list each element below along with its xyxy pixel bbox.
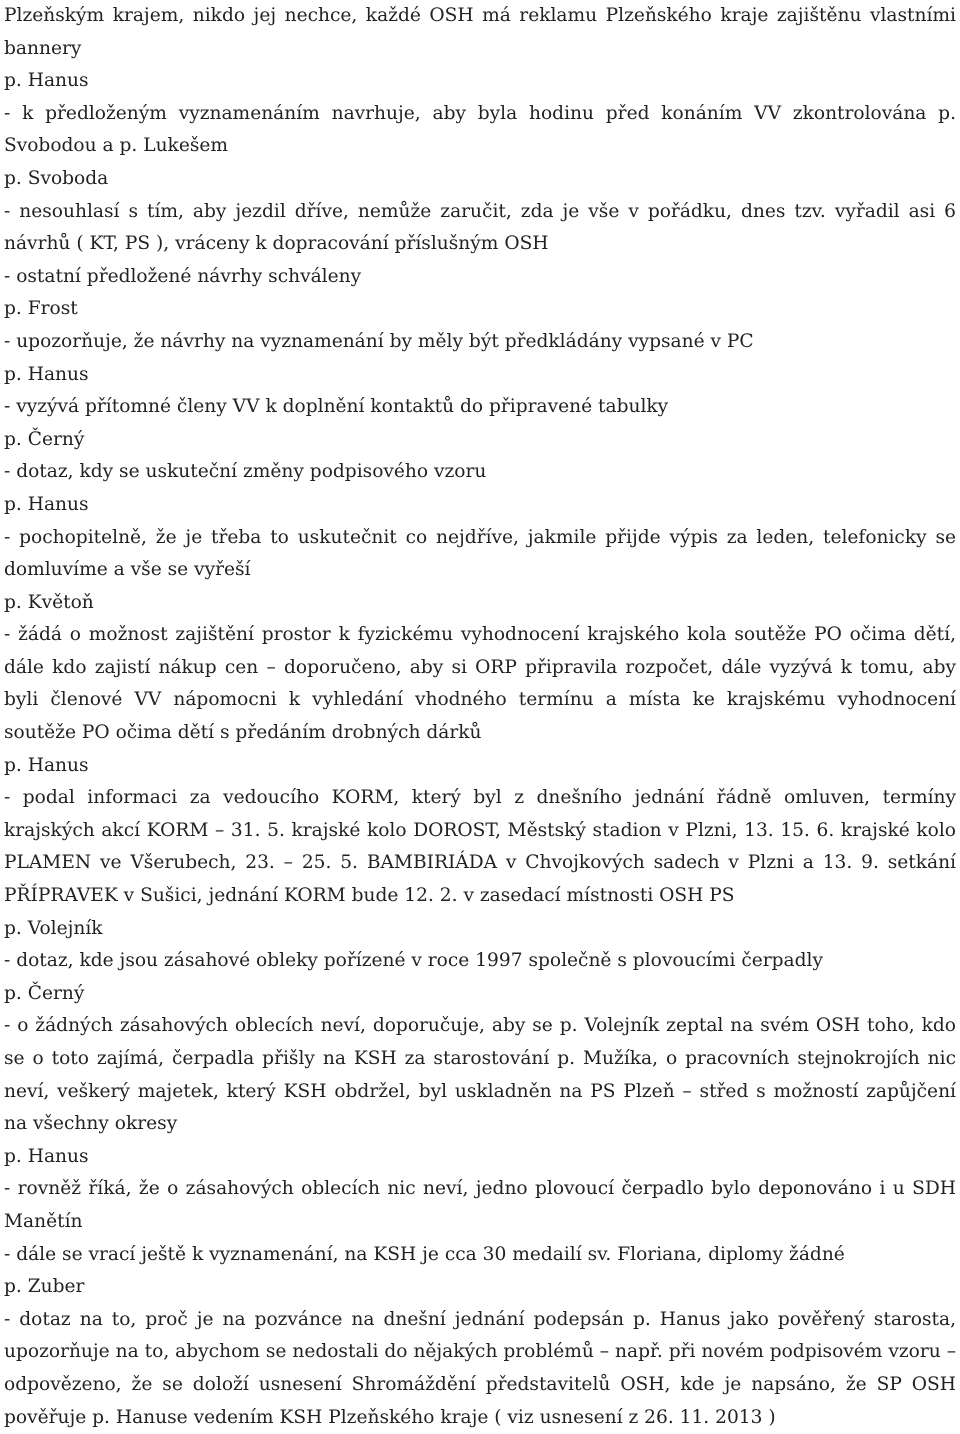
paragraph-cerny-signature: - dotaz, kdy se uskuteční změny podpisového vzoru [4, 461, 487, 483]
speaker-frost: p. Frost [4, 298, 78, 320]
speaker-kveton: p. Květoň [4, 591, 94, 613]
paragraph-svoboda-disagrees: - nesouhlasí s tím, aby jezdil dříve, nemůže zaručit, zda je vše v pořádku, dnes tzv. vyřadil asi 6 návrhů ( KT, PS ), vráceny k dopracování příslušným OSH [4, 200, 956, 255]
speaker-cerny: p. Černý [4, 982, 85, 1004]
speaker-hanus: p. Hanus [4, 493, 89, 515]
paragraph-intro-banners: Plzeňským krajem, nikdo jej nechce, každé OSH má reklamu Plzeňského kraje zajištěnu vlastními bannery [4, 5, 956, 59]
paragraph-hanus-medals: - dále se vrací ještě k vyznamenání, na KSH je cca 30 medailí sv. Floriana, diplomy žádné [4, 1243, 845, 1265]
paragraph-hanus-contacts: - vyzývá přítomné členy VV k doplnění kontaktů do připravené tabulky [4, 396, 669, 418]
speaker-zuber: p. Zuber [4, 1276, 85, 1298]
speaker-hanus: p. Hanus [4, 754, 89, 776]
paragraph-hanus-awards-check: - k předloženým vyznamenáním navrhuje, aby byla hodinu před konáním VV zkontrolována p. Svobodou a p. Lukešem [4, 102, 956, 157]
paragraph-cerny-suits: - o žádných zásahových oblecích neví, doporučuje, aby se p. Volejník zeptal na svém OSH toho, kdo se o toto zajímá, čerpadla přišly na KSH za starostování p. Mužíka, o pracovních stejnokrojích nic neví, veškerý majetek, který KSH obdržel, byl uskladněn na PS Plzeň – střed s možností zapůjčení na všechny okresy [4, 1015, 956, 1135]
paragraph-frost-pc: - upozorňuje, že návrhy na vyznamenání by měly být předkládány vypsané v PC [4, 330, 754, 352]
paragraph-volejnik-suits: - dotaz, kde jsou zásahové obleky pořízené v roce 1997 společně s plovoucími čerpadly [4, 950, 823, 972]
speaker-hanus: p. Hanus [4, 1145, 89, 1167]
paragraph-kveton-competition: - žádá o možnost zajištění prostor k fyzickému vyhodnocení krajského kola soutěže PO očima dětí, dále kdo zajistí nákup cen – doporučeno, aby si ORP připravila rozpočet, dále vyzývá k tomu, aby byli členové VV nápomocni k vyhledání vhodného termínu a místa ke krajskému vyhodnocení soutěže PO očima dětí s předáním drobných dárků [4, 624, 956, 744]
paragraph-zuber-invitation: - dotaz na to, proč je na pozvánce na dnešní jednání podepsán p. Hanus jako pověřený starosta, upozorňuje na to, abychom se nedostali do nějakých problémů – např. při novém podpisovém vzoru – odpovězeno, že se doloží usnesení Shromáždění představitelů OSH, kde je napsáno, že SP OSH pověřuje p. Hanuse vedením KSH Plzeňského kraje ( viz usnesení z 26. 11. 2013 ) [4, 1308, 956, 1428]
paragraph-hanus-pump: - rovněž říká, že o zásahových oblecích nic neví, jedno plovoucí čerpadlo bylo deponováno i u SDH Manětín [4, 1178, 956, 1232]
speaker-hanus: p. Hanus [4, 70, 89, 92]
speaker-cerny: p. Černý [4, 428, 85, 450]
speaker-hanus: p. Hanus [4, 363, 89, 385]
speaker-volejnik: p. Volejník [4, 917, 103, 939]
paragraph-proposals-approved: - ostatní předložené návrhy schváleny [4, 265, 362, 287]
paragraph-hanus-statement: - pochopitelně, že je třeba to uskutečnit co nejdříve, jakmile přijde výpis za leden, telefonicky se domluvíme a vše se vyřeší [4, 526, 956, 581]
speaker-svoboda: p. Svoboda [4, 167, 109, 189]
paragraph-hanus-korm: - podal informaci za vedoucího KORM, který byl z dnešního jednání řádně omluven, termíny krajských akcí KORM – 31. 5. krajské kolo DOROST, Městský stadion v Plzni, 13. 15. 6. krajské kolo PLAMEN ve Všerubech, 23. – 25. 5. BAMBIRIÁDA v Chvojkových sadech v Plzni a 13. 9. setkání PŘÍPRAVEK v Sušici, jednání KORM bude 12. 2. v zasedací místnosti OSH PS [4, 787, 956, 907]
